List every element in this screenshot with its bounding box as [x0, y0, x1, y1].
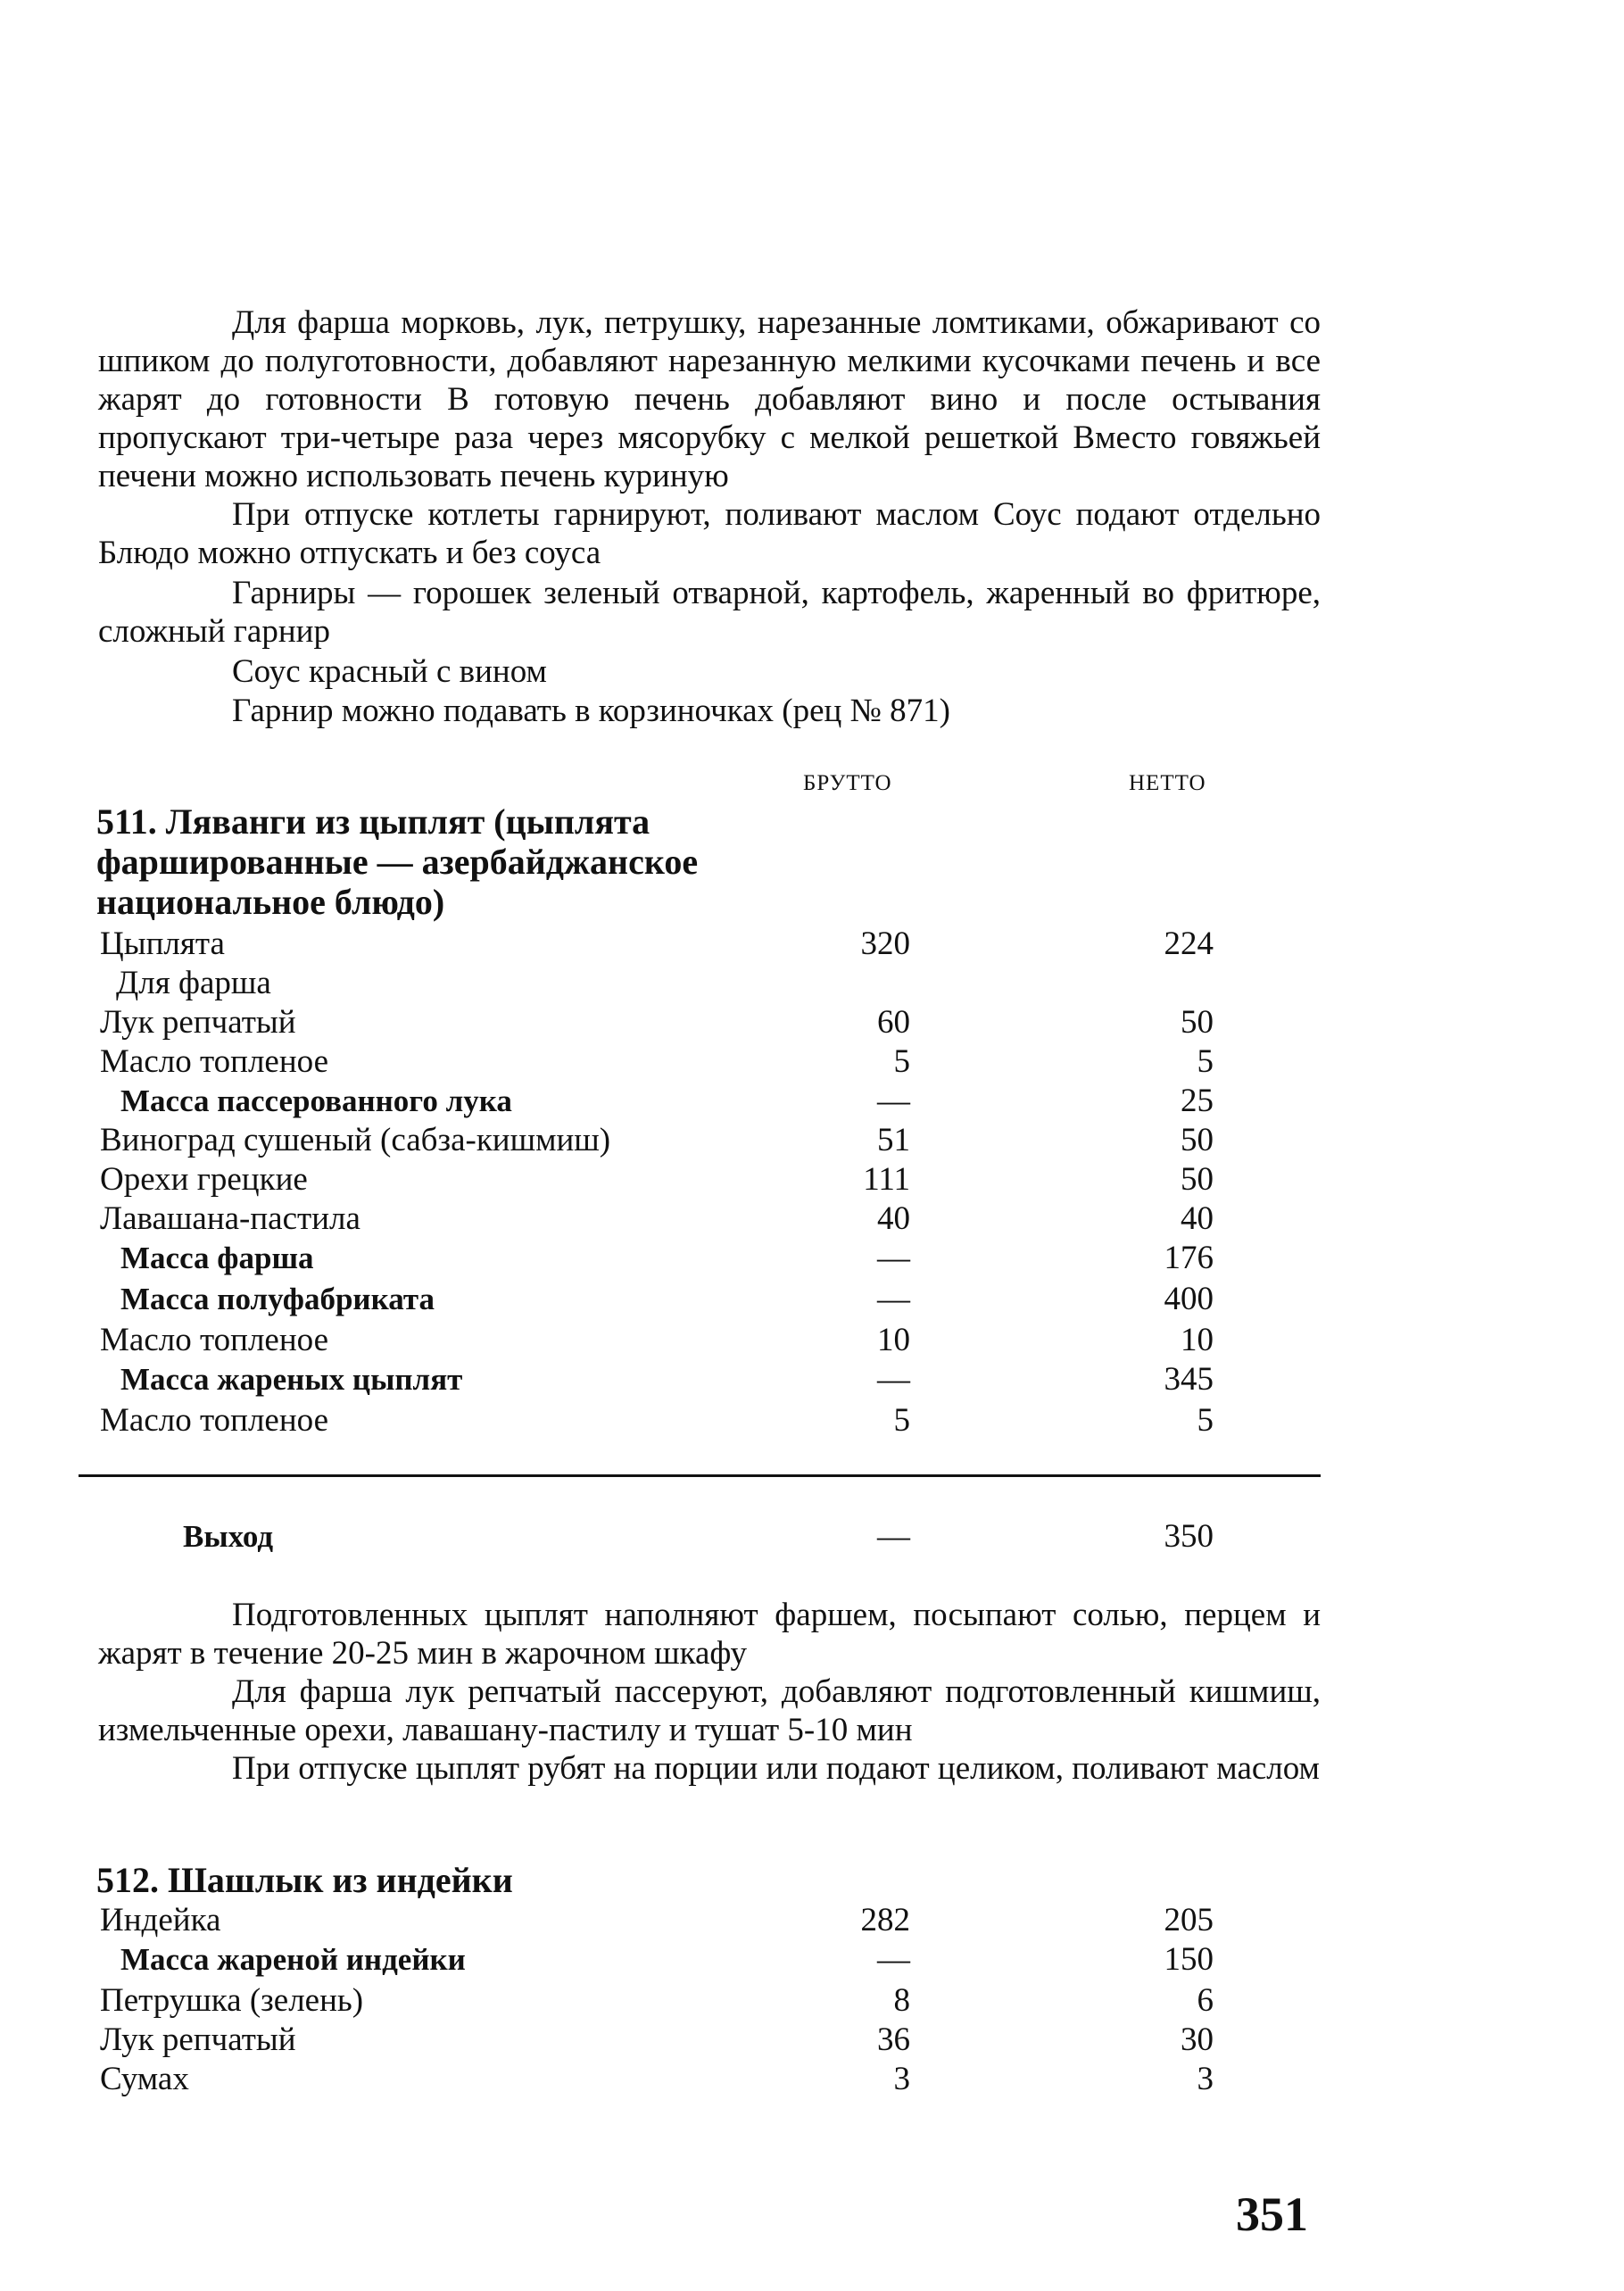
ingredient-row: [0, 2021, 1624, 2060]
intro-paragraph-1: Для фарша морковь, лук, петрушку, нарезанные ломтиками, обжаривают со шпиком до полуготовности, добавляют нарезанную мелкими кусочками печень и все жарят до готовности В готовую печень добавляют вино и после остывания пропускают три-четыре раза через мясорубку с мелкой решеткой Вместо говяжьей печени можно использовать печень куриную: [98, 304, 1321, 494]
brutto-value: 60: [877, 1004, 910, 1041]
ingredient-name: Петрушка (зелень): [100, 1982, 364, 2019]
netto-value: 50: [1181, 1004, 1214, 1041]
ingredient-row: [0, 1280, 1624, 1319]
netto-value: 50: [1181, 1161, 1214, 1198]
recipe-511-title: 511. Ляванги из цыплят (цыплята фаршированные — азербайджанское национальное блюдо): [96, 801, 699, 922]
ingredient-row: [0, 1401, 1624, 1440]
ingredient-name: Масло топленое: [100, 1322, 329, 1358]
brutto-value: 282: [860, 1902, 910, 1938]
netto-value: 5: [1197, 1402, 1214, 1439]
brutto-value: —: [877, 1941, 910, 1978]
ingredient-name: Масло топленое: [100, 1402, 329, 1439]
intro-paragraph-2: При отпуске котлеты гарнируют, поливают маслом Соус подают отдельно Блюдо можно отпускать и без соуса: [98, 496, 1321, 571]
netto-value: 25: [1181, 1083, 1214, 1119]
brutto-value: 10: [877, 1322, 910, 1358]
ingredient-name: Лук репчатый: [100, 1004, 296, 1041]
brutto-value: 51: [877, 1122, 910, 1158]
brutto-value: 111: [863, 1161, 910, 1198]
netto-column-header: НЕТТО: [1129, 771, 1206, 795]
netto-value: 345: [1164, 1361, 1214, 1398]
netto-value: 50: [1181, 1122, 1214, 1158]
brutto-value: —: [877, 1361, 910, 1398]
ingredient-row: [0, 1321, 1624, 1360]
brutto-value: —: [877, 1083, 910, 1119]
brutto-value: 320: [860, 926, 910, 962]
netto-value: 205: [1164, 1902, 1214, 1938]
ingredient-name: Масса полуфабриката: [120, 1282, 435, 1316]
brutto-value: 36: [877, 2021, 910, 2058]
ingredient-name: Масса фарша: [120, 1241, 314, 1275]
netto-value: 350: [1164, 1518, 1214, 1555]
ingredient-name: Индейка: [100, 1902, 221, 1938]
netto-value: 224: [1164, 926, 1214, 962]
recipe-511-paragraph-3: При отпуске цыплят рубят на порции или подают целиком, поливают маслом: [232, 1750, 1320, 1787]
ingredient-name: Лук репчатый: [100, 2021, 296, 2058]
brutto-value: —: [877, 1240, 910, 1276]
brutto-value: 5: [893, 1402, 910, 1439]
ingredient-row: [0, 2060, 1624, 2099]
ingredient-name: Масса жареных цыплят: [120, 1362, 463, 1397]
table-divider: [79, 1474, 1321, 1477]
recipe-511-paragraph-1: Подготовленных цыплят наполняют фаршем, посыпают солью, перцем и жарят в течение 20-25 мин в жарочном шкафу: [98, 1597, 1321, 1672]
brutto-value: 8: [893, 1982, 910, 2019]
ingredient-row: [0, 1360, 1624, 1399]
netto-value: 176: [1164, 1240, 1214, 1276]
netto-value: 150: [1164, 1941, 1214, 1978]
yield-label: Выход: [183, 1519, 274, 1554]
ingredient-row: [0, 964, 1624, 1003]
ingredient-name: Виноград сушеный (сабза-кишмиш): [100, 1122, 611, 1158]
recipe-512-title: 512. Шашлык из индейки: [96, 1860, 513, 1900]
recipe-511-paragraph-2: Для фарша лук репчатый пассеруют, добавляют подготовленный кишмиш, измельченные орехи, лавашану-пастилу и тушат 5-10 мин: [98, 1673, 1321, 1748]
ingredient-name: Сумах: [100, 2061, 189, 2097]
ingredient-name: Лавашана-пастила: [100, 1200, 360, 1237]
netto-value: 6: [1197, 1982, 1214, 2019]
brutto-value: 3: [893, 2061, 910, 2097]
intro-paragraph-5: Гарнир можно подавать в корзиночках (рец № 871): [232, 693, 950, 729]
ingredient-row: [0, 1981, 1624, 2021]
brutto-value: 5: [893, 1043, 910, 1080]
ingredient-subheading: Для фарша: [116, 965, 271, 1001]
ingredient-name: Масло топленое: [100, 1043, 329, 1080]
ingredient-row: [0, 1199, 1624, 1239]
page-number: 351: [1236, 2187, 1308, 2241]
ingredient-row: [0, 1901, 1624, 1940]
ingredient-row: [0, 1239, 1624, 1278]
ingredient-row: [0, 1003, 1624, 1042]
netto-value: 400: [1164, 1281, 1214, 1317]
ingredient-name: Масса жареной индейки: [120, 1942, 466, 1977]
ingredient-name: Орехи грецкие: [100, 1161, 308, 1198]
brutto-value: —: [877, 1518, 910, 1555]
ingredient-name: Масса пассерованного лука: [120, 1083, 512, 1118]
ingredient-row: [0, 1042, 1624, 1082]
ingredient-row: [0, 925, 1624, 964]
ingredient-row: [0, 1940, 1624, 1980]
brutto-value: 40: [877, 1200, 910, 1237]
netto-value: 10: [1181, 1322, 1214, 1358]
intro-paragraph-3: Гарниры — горошек зеленый отварной, картофель, жаренный во фритюре, сложный гарнир: [98, 575, 1321, 650]
netto-value: 30: [1181, 2021, 1214, 2058]
netto-value: 5: [1197, 1043, 1214, 1080]
yield-row: [0, 1517, 1624, 1556]
intro-paragraph-4: Соус красный с вином: [232, 653, 547, 690]
ingredient-row: [0, 1082, 1624, 1121]
netto-value: 3: [1197, 2061, 1214, 2097]
ingredient-name: Цыплята: [100, 926, 225, 962]
ingredient-row: [0, 1121, 1624, 1160]
brutto-value: —: [877, 1281, 910, 1317]
brutto-column-header: БРУТТО: [803, 771, 892, 795]
netto-value: 40: [1181, 1200, 1214, 1237]
ingredient-row: [0, 1160, 1624, 1199]
